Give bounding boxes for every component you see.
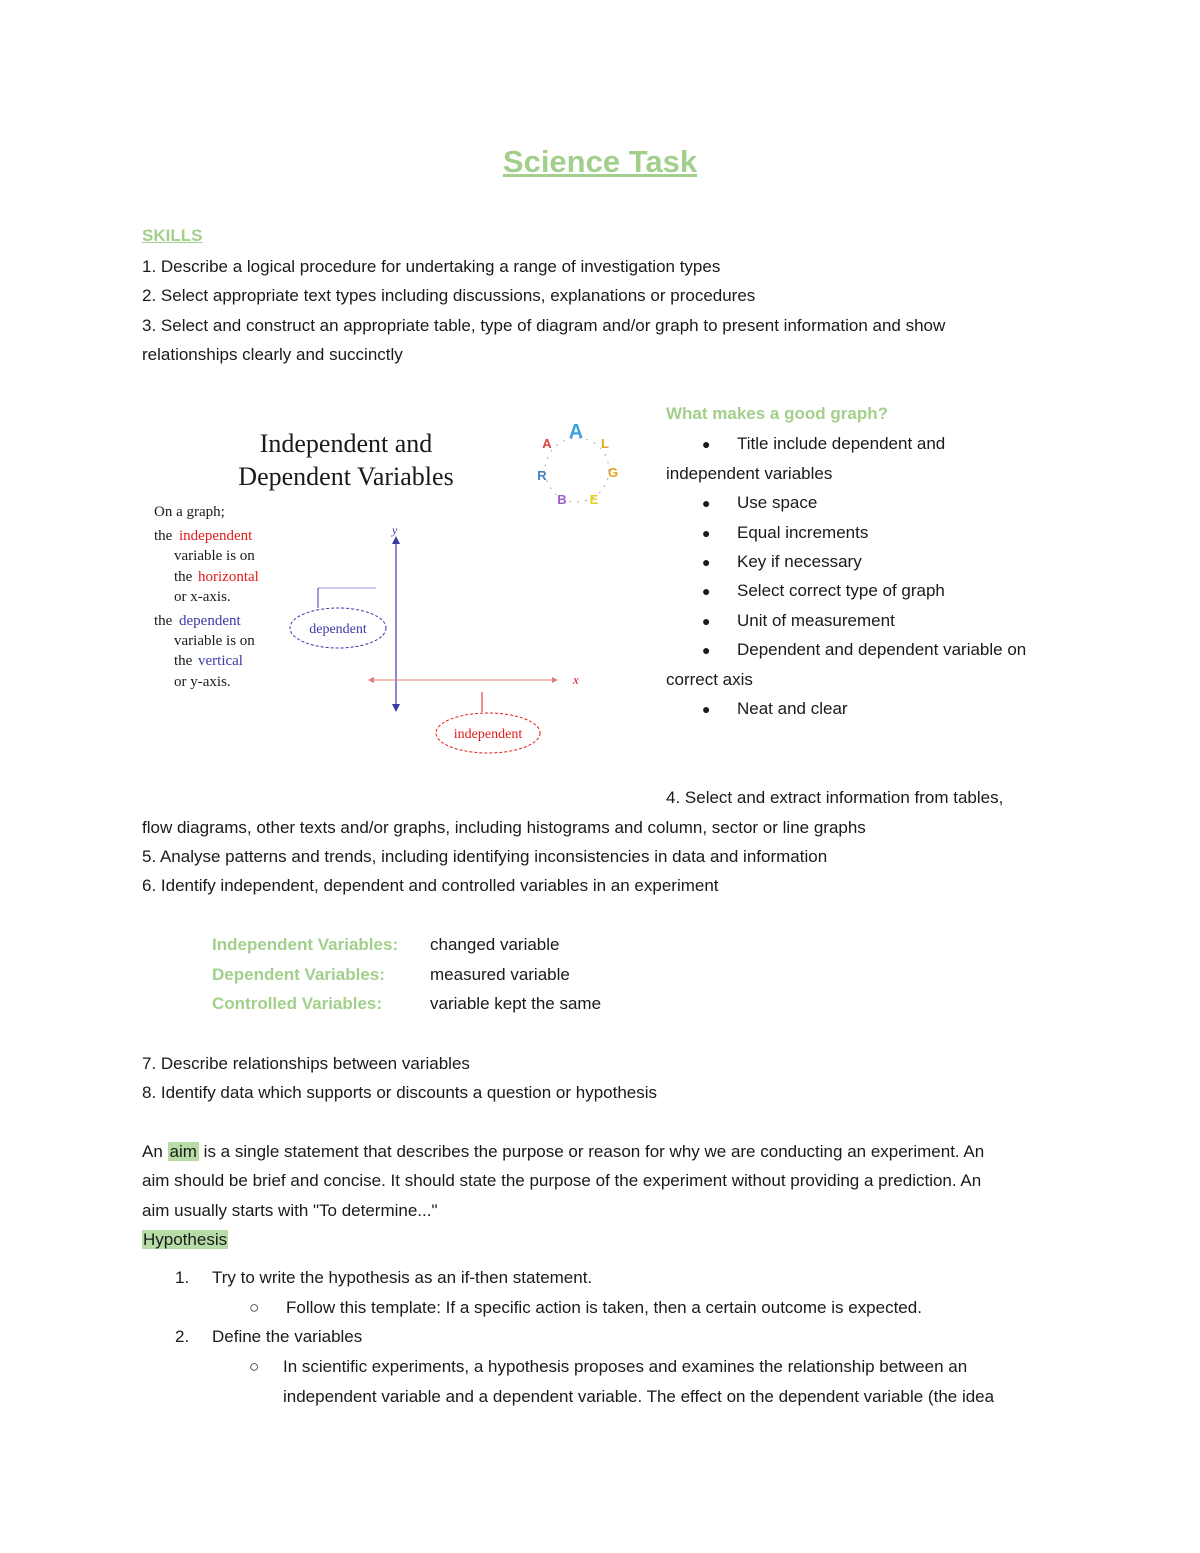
logo-letter-a-top: A xyxy=(568,421,584,443)
bullet-icon: ● xyxy=(702,701,711,717)
skill-4-cont: flow diagrams, other texts and/or graphs, including histograms and column, sector or line graphs xyxy=(142,818,866,837)
good-graph-item: Equal increments xyxy=(737,523,869,542)
bullet-icon: ● xyxy=(702,495,711,511)
bullet-icon: ● xyxy=(702,525,711,541)
logo-ring xyxy=(545,438,609,502)
logo-letter-e: E xyxy=(589,492,599,507)
good-graph-item: Title include dependent and xyxy=(737,434,946,453)
good-graph-item: Key if necessary xyxy=(737,552,862,571)
good-graph-item: Use space xyxy=(737,493,818,512)
logo-letter-l: L xyxy=(601,436,609,451)
page-title: Science Task xyxy=(502,144,698,179)
logo-letter-a-left: A xyxy=(542,436,552,451)
dep-line3-word: vertical xyxy=(198,653,243,669)
figure-caption: On a graph; xyxy=(154,504,225,520)
hypothesis-sub-2-line1: In scientific experiments, a hypothesis proposes and examines the relationship between an xyxy=(283,1357,968,1376)
circle-bullet-icon: ○ xyxy=(249,1298,260,1317)
skill-6: 6. Identify independent, dependent and controlled variables in an experiment xyxy=(142,876,719,895)
skill-7: 7. Describe relationships between variables xyxy=(142,1054,470,1073)
skill-4: 4. Select and extract information from tables, xyxy=(666,788,1004,807)
hypothesis-heading: Hypothesis xyxy=(143,1230,228,1249)
independent-bubble-label: independent xyxy=(453,727,523,742)
good-graph-item: Unit of measurement xyxy=(737,611,895,630)
skill-5: 5. Analyse patterns and trends, including identifying inconsistencies in data and information xyxy=(142,847,828,866)
figure-title-line1: Independent and xyxy=(259,429,433,458)
variable-label: Independent Variables: xyxy=(212,935,399,954)
hypothesis-number: 1. xyxy=(175,1268,190,1287)
aim-prefix: An xyxy=(142,1142,163,1161)
variable-value: variable kept the same xyxy=(430,994,602,1013)
logo-letter-b: B xyxy=(557,492,567,507)
variable-value: measured variable xyxy=(430,965,570,984)
skill-1: 1. Describe a logical procedure for undertaking a range of investigation types xyxy=(142,257,721,276)
hypothesis-sub-1: Follow this template: If a specific action is taken, then a certain outcome is expected. xyxy=(286,1298,922,1317)
dependent-bubble-label: dependent xyxy=(309,622,367,637)
hypothesis-sub-2-line2: independent variable and a dependent variable. The effect on the dependent variable (the idea xyxy=(283,1387,995,1406)
skill-2: 2. Select appropriate text types including discussions, explanations or procedures xyxy=(142,286,756,305)
x-axis-arrow-right xyxy=(552,677,558,683)
good-graph-item: Select correct type of graph xyxy=(737,581,945,600)
hypothesis-item-2: Define the variables xyxy=(212,1327,363,1346)
variables-diagram xyxy=(146,416,646,766)
hypothesis-item-1: Try to write the hypothesis as an if-then statement. xyxy=(212,1268,593,1287)
x-axis-arrow-left xyxy=(368,677,374,683)
figure-title-line2: Dependent Variables xyxy=(238,462,454,491)
skill-3-cont: relationships clearly and succinctly xyxy=(142,345,403,364)
good-graph-item-cont: independent variables xyxy=(666,464,833,483)
variables-figure xyxy=(146,416,646,766)
variable-label: Dependent Variables: xyxy=(212,965,385,984)
ind-line2: variable is on xyxy=(174,548,255,564)
dep-prefix: the xyxy=(154,613,173,629)
skills-heading: SKILLS xyxy=(142,226,203,245)
dep-word: dependent xyxy=(179,613,241,629)
bullet-icon: ● xyxy=(702,436,711,452)
ind-word: independent xyxy=(179,528,253,544)
aim-line-2: aim should be brief and concise. It should state the purpose of the experiment without providing a prediction. An xyxy=(142,1171,982,1190)
good-graph-item: Neat and clear xyxy=(737,699,848,718)
ind-prefix: the xyxy=(154,528,173,544)
bullet-icon: ● xyxy=(702,554,711,570)
good-graph-heading: What makes a good graph? xyxy=(666,404,888,423)
dep-line3-prefix: the xyxy=(174,653,193,669)
skill-8: 8. Identify data which supports or discounts a question or hypothesis xyxy=(142,1083,658,1102)
good-graph-item-cont: correct axis xyxy=(666,670,753,689)
bullet-icon: ● xyxy=(702,613,711,629)
dep-line2: variable is on xyxy=(174,633,255,649)
bullet-icon: ● xyxy=(702,583,711,599)
logo-letter-g: G xyxy=(607,465,619,480)
good-graph-item: Dependent and dependent variable on xyxy=(737,640,1027,659)
y-axis-arrow-down xyxy=(392,704,400,712)
circle-bullet-icon: ○ xyxy=(249,1357,260,1376)
y-axis-label: y xyxy=(392,523,398,537)
ind-line3-word: horizontal xyxy=(198,569,259,585)
aim-line-1 xyxy=(142,1137,984,1167)
skill-3: 3. Select and construct an appropriate table, type of diagram and/or graph to present information and show xyxy=(142,316,946,335)
dep-line4: or y-axis. xyxy=(174,674,231,690)
bullet-icon: ● xyxy=(702,642,711,658)
aim-line-3: aim usually starts with "To determine..." xyxy=(142,1201,438,1220)
ind-line4: or x-axis. xyxy=(174,589,231,605)
aim-line1-rest: is a single statement that describes the purpose or reason for why we are conducting an experiment. An xyxy=(203,1142,985,1161)
hypothesis-heading-wrap xyxy=(142,1225,228,1255)
x-axis-label: x xyxy=(573,672,579,687)
y-axis-arrow-up xyxy=(392,536,400,544)
algebra-logo xyxy=(537,421,618,507)
variable-label: Controlled Variables: xyxy=(212,994,383,1013)
logo-letter-r: R xyxy=(537,468,547,483)
hypothesis-number: 2. xyxy=(175,1327,190,1346)
variable-value: changed variable xyxy=(430,935,560,954)
ind-line3-prefix: the xyxy=(174,569,193,585)
aim-highlight: aim xyxy=(169,1142,197,1161)
